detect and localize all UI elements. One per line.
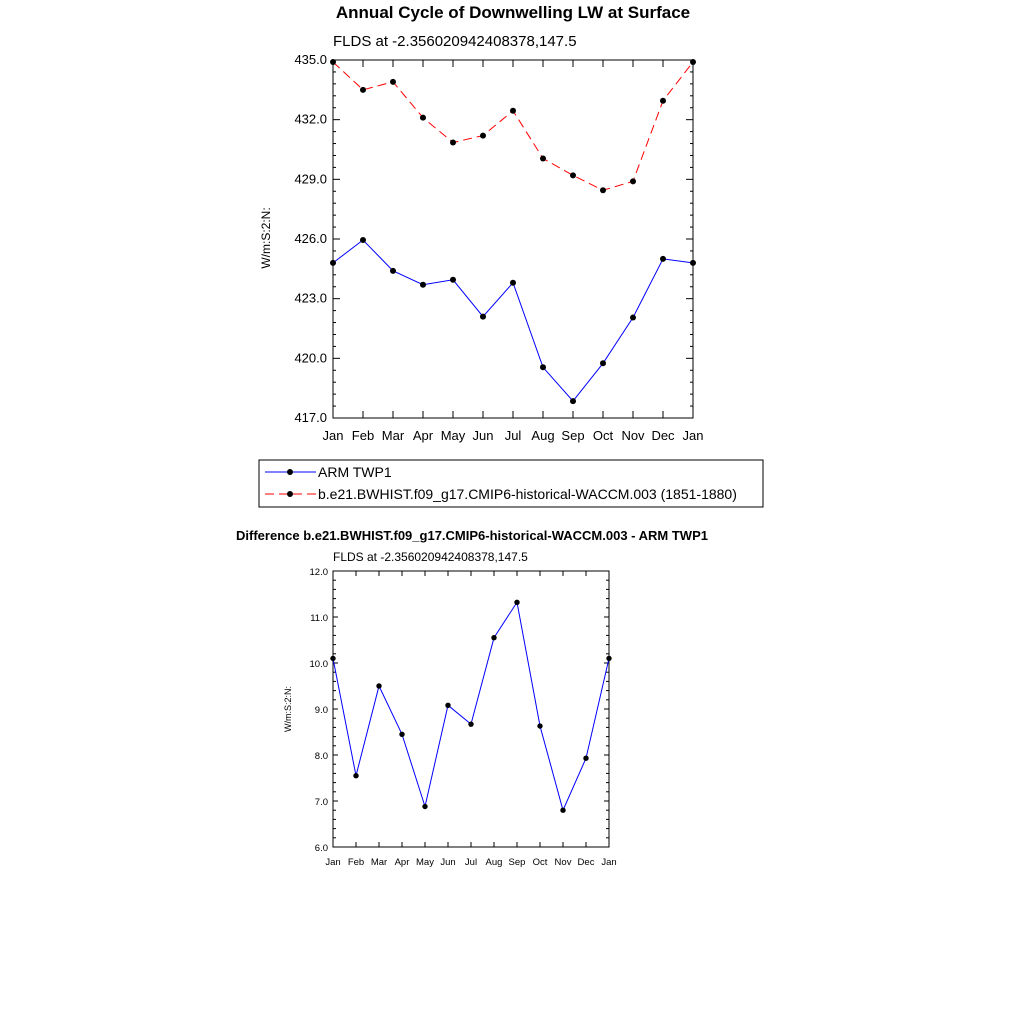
chart1-xtick-label: Aug xyxy=(531,428,555,443)
chart2-xtick-label: Jun xyxy=(440,857,456,868)
chart2-xtick-label: Dec xyxy=(577,857,595,868)
chart2-ytick-label: 9.0 xyxy=(314,705,328,716)
legend-marker-model xyxy=(287,491,293,497)
chart1-series-1-point xyxy=(330,59,336,65)
chart1-xtick-label: Dec xyxy=(651,428,675,443)
chart2-ytick-label: 7.0 xyxy=(314,797,328,808)
chart2-ytick-label: 11.0 xyxy=(310,613,328,624)
chart2-xtick-label: Sep xyxy=(508,857,526,868)
chart1-series-1-point xyxy=(630,178,636,184)
chart1-series-0-point xyxy=(600,360,606,366)
chart2-xtick-label: Feb xyxy=(347,857,365,868)
chart2-plot-area xyxy=(310,567,617,868)
chart2-subtitle: FLDS at -2.356020942408378,147.5 xyxy=(333,550,528,564)
chart1-series-1-point xyxy=(450,140,456,146)
chart2-ytick-label: 8.0 xyxy=(314,751,328,762)
chart1-series-1-point xyxy=(390,79,396,85)
chart1-series-0-point xyxy=(540,364,546,370)
chart2-ytick-label: 6.0 xyxy=(314,843,328,854)
chart2-xtick-label: Aug xyxy=(485,857,503,868)
chart2-xtick-label: Mar xyxy=(370,857,388,868)
chart2-ytick-label: 10.0 xyxy=(309,659,328,670)
chart1-series-0-point xyxy=(420,282,426,288)
chart1-series-1-point xyxy=(570,172,576,178)
chart1-series-0-point xyxy=(570,398,576,404)
chart1-ytick-label: 435.0 xyxy=(294,52,327,67)
chart2-series-0-point xyxy=(606,656,611,661)
chart2-ytick-label: 12.0 xyxy=(309,567,328,578)
chart2-xtick-label: Jan xyxy=(601,857,617,868)
chart1-xtick-label: May xyxy=(440,428,466,443)
chart1-subtitle: FLDS at -2.356020942408378,147.5 xyxy=(333,33,577,50)
chart1-legend xyxy=(259,460,763,507)
chart2-series-0-point xyxy=(514,600,519,605)
chart1-series-line-0 xyxy=(333,240,693,401)
legend-label-arm: ARM TWP1 xyxy=(318,464,392,480)
chart2-xtick-label: Apr xyxy=(394,857,410,868)
chart1-ytick-label: 432.0 xyxy=(294,111,327,127)
chart2-ylabel: W/m:S:2:N: xyxy=(283,685,293,733)
chart1-xtick-label: Sep xyxy=(561,428,585,443)
chart1-xtick-label: Nov xyxy=(621,428,645,443)
chart1-series-1-point xyxy=(480,133,486,139)
chart1-series-1-point xyxy=(690,59,696,65)
chart2-series-0-point xyxy=(583,756,588,761)
chart2-series-0-point xyxy=(330,656,335,661)
chart1-title: Annual Cycle of Downwelling LW at Surface xyxy=(335,3,691,22)
chart2-series-0-point xyxy=(376,683,381,688)
chart2-frame xyxy=(333,571,609,847)
chart2-series-0-point xyxy=(560,808,565,813)
chart2-xtick-label: May xyxy=(416,857,434,868)
chart1-series-0-point xyxy=(390,268,396,274)
chart1-series-1-point xyxy=(660,98,666,104)
chart1-series-0-point xyxy=(450,277,456,283)
legend-label-model: b.e21.BWHIST.f09_g17.CMIP6-historical-WACCM.003 (1851-1880) xyxy=(318,486,737,502)
chart2-series-line-0 xyxy=(333,602,609,810)
chart1-series-0-point xyxy=(480,314,486,320)
chart1-xtick-label: Mar xyxy=(381,428,405,443)
chart1-series-0-point xyxy=(630,315,636,321)
legend-marker-arm xyxy=(287,469,293,475)
chart2-series-0-point xyxy=(422,804,427,809)
chart1-xtick-label: Jul xyxy=(504,428,522,443)
chart2-series-0-point xyxy=(353,773,358,778)
chart1-series-1-point xyxy=(540,155,546,161)
chart1-series-line-1 xyxy=(333,62,693,190)
chart1-series-0-point xyxy=(330,260,336,266)
chart2-xtick-label: Jul xyxy=(464,857,478,868)
chart1-xtick-label: Jan xyxy=(322,428,344,443)
chart1-xtick-label: Jan xyxy=(682,428,704,443)
chart1-xtick-label: Apr xyxy=(412,428,434,443)
chart1-ytick-label: 417.0 xyxy=(294,410,327,425)
chart1-series-0-point xyxy=(660,256,666,262)
chart1-ylabel: W/m:S:2:N: xyxy=(259,207,273,269)
chart2-series-0-point xyxy=(537,723,542,728)
chart1-ytick-label: 426.0 xyxy=(294,231,327,246)
chart2-title: Difference b.e21.BWHIST.f09_g17.CMIP6-historical-WACCM.003 - ARM TWP1 xyxy=(236,528,708,543)
chart2-series-0-point xyxy=(399,732,404,737)
chart1-xtick-label: Oct xyxy=(592,428,614,443)
chart1-ytick-label: 429.0 xyxy=(294,171,327,187)
chart1-plot-area xyxy=(294,52,703,443)
chart1-series-1-point xyxy=(510,108,516,114)
chart2-xtick-label: Jan xyxy=(325,857,341,868)
chart2-xtick-label: Nov xyxy=(554,857,572,868)
chart2-series-0-point xyxy=(491,635,496,640)
chart1-xtick-label: Jun xyxy=(472,428,494,443)
chart1-series-1-point xyxy=(420,115,426,121)
chart1-ytick-label: 420.0 xyxy=(294,350,327,366)
chart1-series-0-point xyxy=(360,237,366,243)
chart1-xtick-label: Feb xyxy=(351,428,375,443)
chart1-series-1-point xyxy=(360,87,366,93)
chart2-xtick-label: Oct xyxy=(532,857,548,868)
chart2-series-0-point xyxy=(468,721,473,726)
chart2-series-0-point xyxy=(445,703,450,708)
chart1-series-0-point xyxy=(690,260,696,266)
chart1-series-1-point xyxy=(600,187,606,193)
chart1-series-0-point xyxy=(510,280,516,286)
chart1-ytick-label: 423.0 xyxy=(294,290,327,306)
